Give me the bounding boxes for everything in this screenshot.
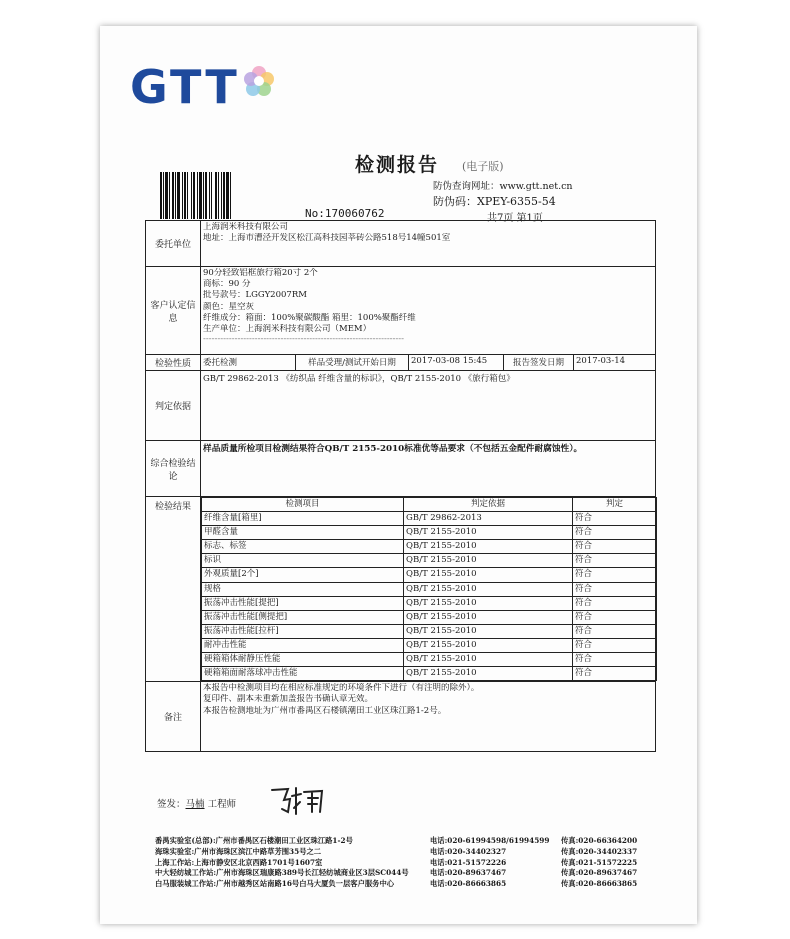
results-table — [201, 497, 657, 681]
results-header: 检测项目 — [202, 498, 404, 512]
remark-line: 复印件、副本未重新加盖报告书确认章无效。 — [203, 694, 374, 705]
test-verdict: 符合 — [573, 624, 657, 638]
flower-logo-icon — [242, 64, 276, 98]
start-date-label: 样品受理/测试开始日期 — [296, 355, 409, 371]
test-item: 耐冲击性能 — [202, 638, 404, 652]
results-label: 检验结果 — [146, 497, 201, 682]
report-table — [145, 220, 656, 752]
test-verdict: 符合 — [573, 667, 657, 681]
inspection-row — [146, 355, 656, 371]
test-verdict: 符合 — [573, 596, 657, 610]
footer-phones — [430, 836, 549, 890]
start-date-value: 2017-03-08 15:45 — [409, 355, 504, 371]
client-label: 委托单位 — [146, 221, 201, 267]
results-table-row — [202, 638, 657, 652]
results-row — [146, 497, 656, 682]
results-table-row — [202, 653, 657, 667]
results-table-row — [202, 568, 657, 582]
test-standard: QB/T 2155-2010 — [404, 624, 573, 638]
basis-text: GB/T 29862-2013 《纺织品 纤维含量的标识》，QB/T 2155-2010 《旅行箱包》 — [201, 371, 656, 441]
customer-info-row — [146, 267, 656, 355]
remark-line: 本报告中检测项目均在相应标准规定的环境条件下进行（有注明的除外）。 — [203, 683, 480, 694]
footer-fax: 传真:020-89637467 — [561, 868, 638, 878]
remark-line: 本报告检测地址为广州市番禺区石楼镇潮田工业区珠江路1-2号。 — [203, 705, 447, 716]
signer-title: 工程师 — [207, 799, 237, 810]
footer-phone: 电话:020-61994598/61994599 — [430, 836, 550, 845]
footer-lab: 海珠实验室:广州市海珠区滨江中路草芳围35号之二 — [155, 846, 322, 856]
basis-row — [146, 371, 656, 441]
test-standard: QB/T 2155-2010 — [404, 540, 573, 554]
test-verdict: 符合 — [573, 540, 657, 554]
results-table-row — [202, 512, 657, 526]
customer-info-line: 商标：90 分 — [203, 279, 251, 290]
test-standard: QB/T 2155-2010 — [404, 653, 573, 667]
customer-info-label: 客户认定信息 — [146, 267, 201, 355]
signature-line — [157, 796, 236, 810]
test-item: 标志、标签 — [202, 540, 404, 554]
test-standard: QB/T 2155-2010 — [404, 610, 573, 624]
signer-name: 马楠 — [185, 799, 205, 810]
footer-phone: 电话:020-34402327 — [430, 846, 507, 856]
footer-fax: 传真:020-86663865 — [561, 879, 638, 889]
test-standard: QB/T 2155-2010 — [404, 582, 573, 596]
results-header: 判定 — [573, 498, 657, 512]
results-header: 判定依据 — [404, 498, 573, 512]
test-standard: QB/T 2155-2010 — [404, 638, 573, 652]
results-table-row — [202, 526, 657, 540]
results-table-row — [202, 540, 657, 554]
test-item: 标识 — [202, 554, 404, 568]
test-standard: QB/T 2155-2010 — [404, 667, 573, 681]
report-page — [100, 26, 697, 924]
test-item: 纤维含量[箱里] — [202, 512, 404, 526]
remarks-label: 备注 — [146, 682, 201, 752]
customer-info-divider: ---------------------------------------------------------------------- — [203, 335, 405, 344]
footer-fax: 传真:020-66364200 — [561, 836, 638, 845]
results-table-row — [202, 624, 657, 638]
handwritten-signature — [268, 782, 328, 818]
issue-date-label: 报告签发日期 — [504, 355, 574, 371]
test-verdict: 符合 — [573, 512, 657, 526]
test-standard: GB/T 29862-2013 — [404, 512, 573, 526]
test-item: 甲醛含量 — [202, 526, 404, 540]
footer-lab: 中大轻纺城工作站:广州市海珠区瑞康路389号长江轻纺城商业区3层SC044号 — [155, 868, 409, 878]
client-row — [146, 221, 656, 267]
test-item: 振荡冲击性能[拉杆] — [202, 624, 404, 638]
results-header-row — [202, 498, 657, 512]
test-standard: QB/T 2155-2010 — [404, 568, 573, 582]
test-standard: QB/T 2155-2010 — [404, 526, 573, 540]
test-verdict: 符合 — [573, 568, 657, 582]
remarks-cell — [201, 682, 656, 752]
client-cell — [201, 221, 656, 267]
footer-faxes — [561, 836, 637, 890]
customer-info-line: 生产单位：上海润米科技有限公司（MEM） — [203, 324, 372, 335]
report-title-note: (电子版) — [462, 160, 504, 173]
customer-info-line: 批号款号：LGGY2007RM — [203, 290, 307, 301]
inspection-label: 检验性质 — [146, 355, 201, 371]
footer-phone: 电话:021-51572226 — [430, 857, 507, 867]
results-table-row — [202, 610, 657, 624]
test-item: 规格 — [202, 582, 404, 596]
test-verdict: 符合 — [573, 582, 657, 596]
signature-label: 签发： — [157, 799, 186, 810]
test-item: 外观质量[2个] — [202, 568, 404, 582]
report-title: 检测报告 — [355, 154, 440, 176]
test-verdict: 符合 — [573, 638, 657, 652]
test-item: 硬箱箱面耐落球冲击性能 — [202, 667, 404, 681]
test-standard: QB/T 2155-2010 — [404, 596, 573, 610]
report-number: No:170060762 — [305, 207, 385, 220]
conclusion-row — [146, 441, 656, 497]
conclusion-label: 综合检验结论 — [146, 441, 201, 497]
test-verdict: 符合 — [573, 554, 657, 568]
results-table-row — [202, 667, 657, 681]
results-table-row — [202, 596, 657, 610]
customer-info-cell — [201, 267, 656, 355]
test-standard: QB/T 2155-2010 — [404, 554, 573, 568]
test-verdict: 符合 — [573, 526, 657, 540]
test-item: 振荡冲击性能[侧提把] — [202, 610, 404, 624]
customer-info-line: 90分轻致铝框旅行箱20寸 2个 — [203, 268, 318, 278]
logo-text: GTT — [130, 60, 240, 114]
footer-labs — [155, 836, 409, 890]
basis-label: 判定依据 — [146, 371, 201, 441]
footer-phone: 电话:020-86663865 — [430, 879, 507, 889]
verify-code: 防伪码：XPEY-6355-54 — [433, 195, 556, 208]
test-item: 振荡冲击性能[提把] — [202, 596, 404, 610]
verify-url: 防伪查询网址：www.gtt.net.cn — [433, 181, 573, 192]
barcode — [160, 172, 308, 219]
company-logo — [130, 60, 276, 114]
results-cell — [201, 497, 656, 682]
test-item: 硬箱箱体耐静压性能 — [202, 653, 404, 667]
footer-lab: 白马服装城工作站:广州市越秀区站南路16号白马大厦负一层客户服务中心 — [155, 879, 395, 889]
results-table-row — [202, 554, 657, 568]
conclusion-text: 样品质量所检项目检测结果符合QB/T 2155-2010标准优等品要求（不包括五金配件耐腐蚀性）。 — [201, 441, 656, 497]
issue-date-value: 2017-03-14 — [574, 355, 656, 371]
test-verdict: 符合 — [573, 653, 657, 667]
footer-lab: 番禺实验室(总部):广州市番禺区石楼潮田工业区珠江路1-2号 — [155, 836, 353, 845]
remarks-row — [146, 682, 656, 752]
test-verdict: 符合 — [573, 610, 657, 624]
inspection-type: 委托检测 — [201, 355, 296, 371]
customer-info-line: 颜色：星空灰 — [203, 301, 255, 312]
results-table-row — [202, 582, 657, 596]
client-address: 地址：上海市漕泾开发区松江高科技园莘砖公路518号14幢501室 — [203, 233, 451, 244]
footer-phone: 电话:020-89637467 — [430, 868, 507, 878]
page-info: 共7页 第1页 — [487, 213, 543, 224]
footer-lab: 上海工作站:上海市静安区北京西路1701号1607室 — [155, 857, 323, 867]
footer-fax: 传真:020-34402337 — [561, 846, 638, 856]
customer-info-line: 纤维成分：箱面：100%聚碳酸酯 箱里：100%聚酯纤维 — [203, 312, 416, 323]
footer-fax: 传真:021-51572225 — [561, 857, 638, 867]
client-name: 上海润米科技有限公司 — [203, 222, 289, 232]
